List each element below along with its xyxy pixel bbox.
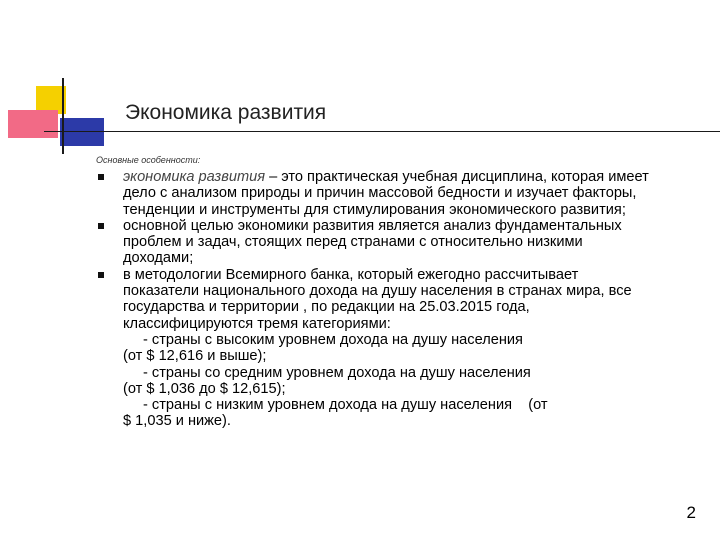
- income-category-range: (от $ 12,616 и выше);: [123, 348, 267, 365]
- income-category-line: - страны с низким уровнем дохода на душу населения (от: [143, 397, 548, 414]
- list-item: [96, 169, 656, 218]
- decor-red-bar: [8, 110, 58, 138]
- income-category-line: - страны с высоким уровнем дохода на душу населения: [143, 331, 523, 348]
- bullet-square-icon: [98, 272, 104, 278]
- decor-blue-square: [60, 118, 104, 146]
- income-category-line: - страны со средним уровнем дохода на душу населения: [143, 364, 531, 381]
- bullet-square-icon: [98, 174, 104, 180]
- slide-subtitle: Основные особенности:: [96, 155, 201, 165]
- bullet-text: – это практическая учебная дисциплина, которая имеет дело с анализом природы и причин массовой бедности и изучает факторы, тенденции и инструменты для стимулирования экономического развития;: [123, 169, 649, 218]
- bullet-text: основной целью экономики развития является анализ фундаментальных проблем и задач, стоящих перед странами с относительно низкими доходами;: [123, 217, 622, 267]
- bullet-text: в методологии Всемирного банка, который ежегодно рассчитывает показатели национального дохода на душу населения в странах мира, все государства и территории , по редакции на 25.03.2015 года, классифицируются тремя категориями:: [123, 266, 632, 332]
- decor-vertical-line: [62, 78, 64, 154]
- slide-title: Экономика развития: [125, 101, 327, 124]
- list-item: [96, 267, 656, 430]
- page-number: 2: [686, 503, 696, 522]
- income-category-range: (от $ 1,036 до $ 12,615);: [123, 380, 286, 397]
- decor-horizontal-line: [44, 131, 720, 132]
- bullet-square-icon: [98, 223, 104, 229]
- income-category-range: $ 1,035 и ниже).: [123, 413, 231, 430]
- bullet-list: [96, 169, 656, 430]
- list-item: [96, 218, 656, 267]
- term-highlight: экономика развития: [123, 169, 266, 185]
